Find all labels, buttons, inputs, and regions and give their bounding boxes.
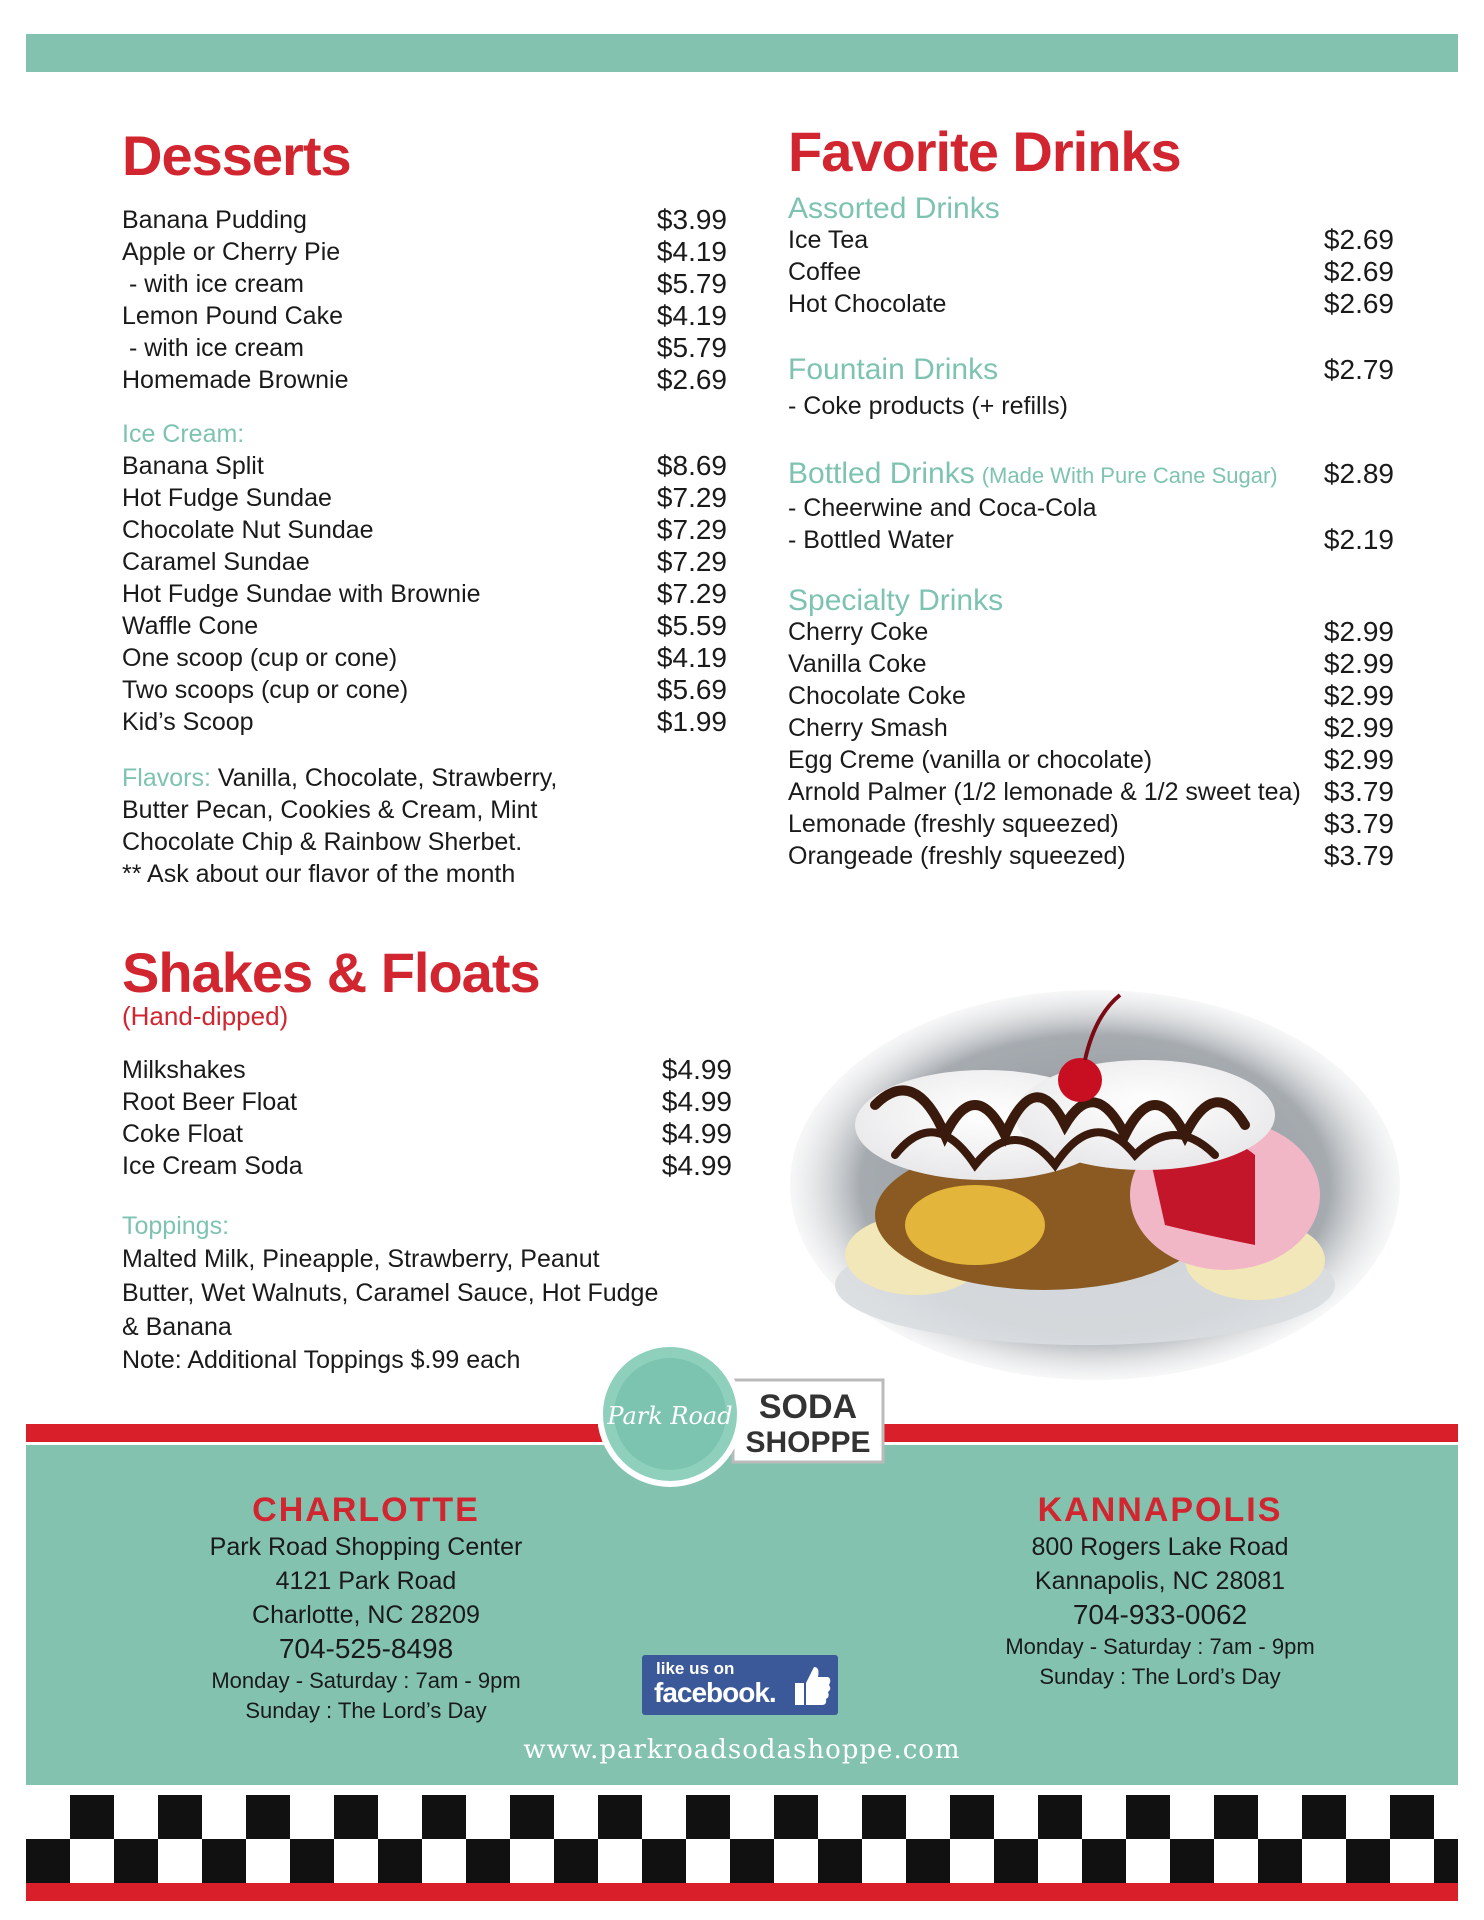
menu-item-price: $5.69 [656, 674, 727, 705]
menu-item-row [122, 674, 727, 706]
menu-item-row [122, 236, 727, 268]
menu-item-name: Ice Cream Soda [122, 1152, 303, 1180]
menu-item-price: $4.19 [656, 236, 727, 267]
kannapolis-address-2: Kannapolis, NC 28081 [1034, 1567, 1286, 1595]
menu-item-price: $2.99 [1323, 712, 1394, 743]
charlotte-hours-weekday: Monday - Saturday : 7am - 9pm [211, 1668, 521, 1693]
menu-item-name: Chocolate Coke [788, 682, 966, 710]
kannapolis-city: KANNAPOLIS [1037, 1491, 1283, 1529]
menu-item-name: Two scoops (cup or cone) [122, 676, 409, 704]
menu-item-row [788, 288, 1394, 320]
menu-item-name: - Bottled Water [788, 526, 954, 554]
charlotte-location [196, 1490, 536, 1726]
menu-item-price: $2.69 [656, 364, 727, 395]
desserts-list [122, 204, 727, 396]
menu-item-row [788, 616, 1394, 648]
menu-item-row [122, 1054, 732, 1086]
bottled-row [788, 458, 1394, 492]
menu-item-price: $2.69 [1323, 256, 1394, 287]
menu-item-name: Cherry Coke [788, 618, 929, 646]
menu-item-price: $2.99 [1323, 680, 1394, 711]
menu-item-row [122, 1150, 732, 1182]
facebook-wordmark: facebook. [654, 1677, 776, 1708]
shakes-subtitle: (Hand-dipped) [122, 1001, 289, 1031]
menu-item-name: Hot Chocolate [788, 290, 947, 318]
menu-item-row [122, 204, 727, 236]
menu-item-row [788, 776, 1394, 808]
menu-item-price: $5.79 [656, 268, 727, 299]
specialty-list [788, 616, 1394, 872]
kannapolis-hours-weekday: Monday - Saturday : 7am - 9pm [1005, 1634, 1315, 1659]
menu-item-name: Homemade Brownie [122, 366, 349, 394]
menu-item-name: Chocolate Nut Sundae [122, 516, 374, 544]
facebook-like-button[interactable] [642, 1655, 838, 1715]
menu-item-price: $7.29 [656, 482, 727, 513]
assorted-heading: Assorted Drinks [788, 192, 1000, 225]
menu-item-name: - Cheerwine and Coca-Cola [788, 494, 1097, 522]
flavors-paragraph [122, 762, 612, 858]
menu-item-price: $2.19 [1323, 524, 1394, 555]
menu-item-name: Cherry Smash [788, 714, 948, 742]
kannapolis-phone: 704-933-0062 [1072, 1599, 1248, 1630]
kannapolis-location [1000, 1490, 1320, 1692]
charlotte-phone: 704-525-8498 [278, 1633, 454, 1664]
menu-item-row [122, 332, 727, 364]
menu-item-row [122, 268, 727, 300]
menu-item-name: Arnold Palmer (1/2 lemonade & 1/2 sweet tea) [788, 778, 1301, 806]
menu-item-row [122, 514, 727, 546]
menu-item-row [122, 642, 727, 674]
menu-item-name: Caramel Sundae [122, 548, 310, 576]
logo-soda-text: SODA [758, 1388, 858, 1426]
menu-item-name: Orangeade (freshly squeezed) [788, 842, 1126, 870]
menu-item-row [788, 840, 1394, 872]
drinks-section [788, 120, 1394, 872]
park-road-soda-shoppe-logo [598, 1342, 898, 1487]
charlotte-address-3: Charlotte, NC 28209 [252, 1601, 480, 1629]
toppings-note: Note: Additional Toppings $.99 each [122, 1346, 521, 1374]
menu-item-name: Apple or Cherry Pie [122, 238, 341, 266]
kannapolis-address-1: 800 Rogers Lake Road [1031, 1533, 1289, 1561]
logo-shoppe-text: SHOPPE [745, 1426, 871, 1459]
checkerboard-border [26, 1795, 1458, 1883]
menu-item-price: $1.99 [656, 706, 727, 737]
menu-item-row [788, 808, 1394, 840]
logo-script-text: Park Road [607, 1402, 733, 1430]
menu-item-price: $2.69 [1323, 288, 1394, 319]
fountain-row [788, 354, 1394, 386]
menu-item-price: $3.79 [1323, 776, 1394, 807]
flavors-label: Flavors: [122, 764, 211, 792]
menu-item-row [122, 610, 727, 642]
ice-cream-list [122, 450, 727, 738]
menu-item-price: $2.99 [1323, 648, 1394, 679]
menu-item-row [788, 712, 1394, 744]
menu-item-name: Lemonade (freshly squeezed) [788, 810, 1119, 838]
charlotte-address-2: 4121 Park Road [275, 1567, 457, 1595]
menu-item-row [788, 224, 1394, 256]
menu-item-name: Ice Tea [788, 226, 869, 254]
flavors-text: Vanilla, Chocolate, Strawberry, Butter Pecan, Cookies & Cream, Mint Chocolate Chip & Rainbow Sherbet. [122, 764, 558, 856]
charlotte-address-1: Park Road Shopping Center [209, 1533, 523, 1561]
bottled-heading: Bottled Drinks [788, 457, 975, 490]
menu-item-price: $3.79 [1323, 840, 1394, 871]
menu-item-name: Vanilla Coke [788, 650, 927, 678]
menu-item-price: $7.29 [656, 514, 727, 545]
menu-item-row [788, 256, 1394, 288]
shakes-list [122, 1054, 732, 1182]
menu-item-row [788, 648, 1394, 680]
menu-item-row [122, 482, 727, 514]
charlotte-hours-sunday: Sunday : The Lord’s Day [245, 1698, 487, 1723]
menu-item-price: $5.59 [656, 610, 727, 641]
menu-item-row [788, 680, 1394, 712]
menu-item-name: Lemon Pound Cake [122, 302, 343, 330]
menu-item-row [122, 300, 727, 332]
ice-cream-heading: Ice Cream: [122, 420, 245, 448]
assorted-list [788, 224, 1394, 320]
fountain-price: $2.79 [1323, 354, 1394, 385]
shakes-section [122, 941, 732, 1376]
fountain-heading: Fountain Drinks [788, 353, 999, 386]
menu-item-price: $4.19 [656, 642, 727, 673]
bottled-note: (Made With Pure Cane Sugar) [981, 463, 1278, 488]
menu-item-row [788, 524, 1394, 556]
menu-item-name: Hot Fudge Sundae [122, 484, 332, 512]
menu-item-name: One scoop (cup or cone) [122, 644, 398, 672]
menu-item-name: Root Beer Float [122, 1088, 298, 1116]
menu-item-name: Banana Split [122, 452, 264, 480]
toppings-text: Malted Milk, Pineapple, Strawberry, Peanut Butter, Wet Walnuts, Caramel Sauce, Hot Fudge & Banana [122, 1245, 659, 1341]
banana-split-photo [785, 985, 1405, 1385]
menu-item-name: Kid’s Scoop [122, 708, 254, 736]
menu-item-name: Banana Pudding [122, 206, 307, 234]
toppings-heading: Toppings: [122, 1212, 230, 1240]
desserts-section [122, 124, 727, 890]
menu-item-name: Hot Fudge Sundae with Brownie [122, 580, 481, 608]
menu-item-price: $4.19 [656, 300, 727, 331]
shakes-title: Shakes & Floats [122, 941, 540, 1004]
menu-item-price: $4.99 [661, 1086, 732, 1117]
drinks-title: Favorite Drinks [788, 120, 1181, 183]
fountain-note: - Coke products (+ refills) [788, 392, 1068, 420]
bottled-price: $2.89 [1323, 458, 1394, 489]
top-teal-bar [26, 34, 1458, 72]
menu-item-price: $3.99 [656, 204, 727, 235]
menu-item-row [122, 1086, 732, 1118]
menu-item-price: $4.99 [661, 1118, 732, 1149]
menu-item-price: $3.79 [1323, 808, 1394, 839]
specialty-heading: Specialty Drinks [788, 584, 1004, 617]
menu-item-name: Coke Float [122, 1120, 243, 1148]
menu-item-price: $4.99 [661, 1150, 732, 1181]
menu-item-name: Coffee [788, 258, 862, 286]
kannapolis-hours-sunday: Sunday : The Lord’s Day [1039, 1664, 1281, 1689]
menu-item-name: - with ice cream [122, 334, 304, 362]
menu-item-price: $2.99 [1323, 616, 1394, 647]
menu-item-row [122, 546, 727, 578]
menu-item-price: $7.29 [656, 578, 727, 609]
menu-item-price: $4.99 [661, 1054, 732, 1085]
desserts-title: Desserts [122, 124, 351, 187]
menu-item-price: $5.79 [656, 332, 727, 363]
menu-item-price: $8.69 [656, 450, 727, 481]
menu-item-row [122, 364, 727, 396]
menu-item-price: $2.99 [1323, 744, 1394, 775]
menu-item-name: - with ice cream [122, 270, 304, 298]
menu-item-row [122, 706, 727, 738]
menu-item-price: $7.29 [656, 546, 727, 577]
flavor-of-month: ** Ask about our flavor of the month [122, 860, 516, 888]
menu-item-name: Milkshakes [122, 1056, 246, 1084]
menu-item-row [122, 578, 727, 610]
menu-item-price: $2.69 [1323, 224, 1394, 255]
bottled-list [788, 492, 1394, 556]
menu-item-row [122, 450, 727, 482]
charlotte-city: CHARLOTTE [252, 1491, 480, 1529]
website-link[interactable]: www.parkroadsodashoppe.com [523, 1735, 961, 1765]
thumbs-up-icon [792, 1661, 832, 1709]
menu-item-row [788, 492, 1394, 524]
menu-item-row [788, 744, 1394, 776]
footer-red-line-bottom [26, 1883, 1458, 1901]
facebook-like-text: like us on [656, 1659, 735, 1678]
menu-item-row [122, 1118, 732, 1150]
menu-item-name: Egg Creme (vanilla or chocolate) [788, 746, 1153, 774]
menu-item-name: Waffle Cone [122, 612, 259, 640]
